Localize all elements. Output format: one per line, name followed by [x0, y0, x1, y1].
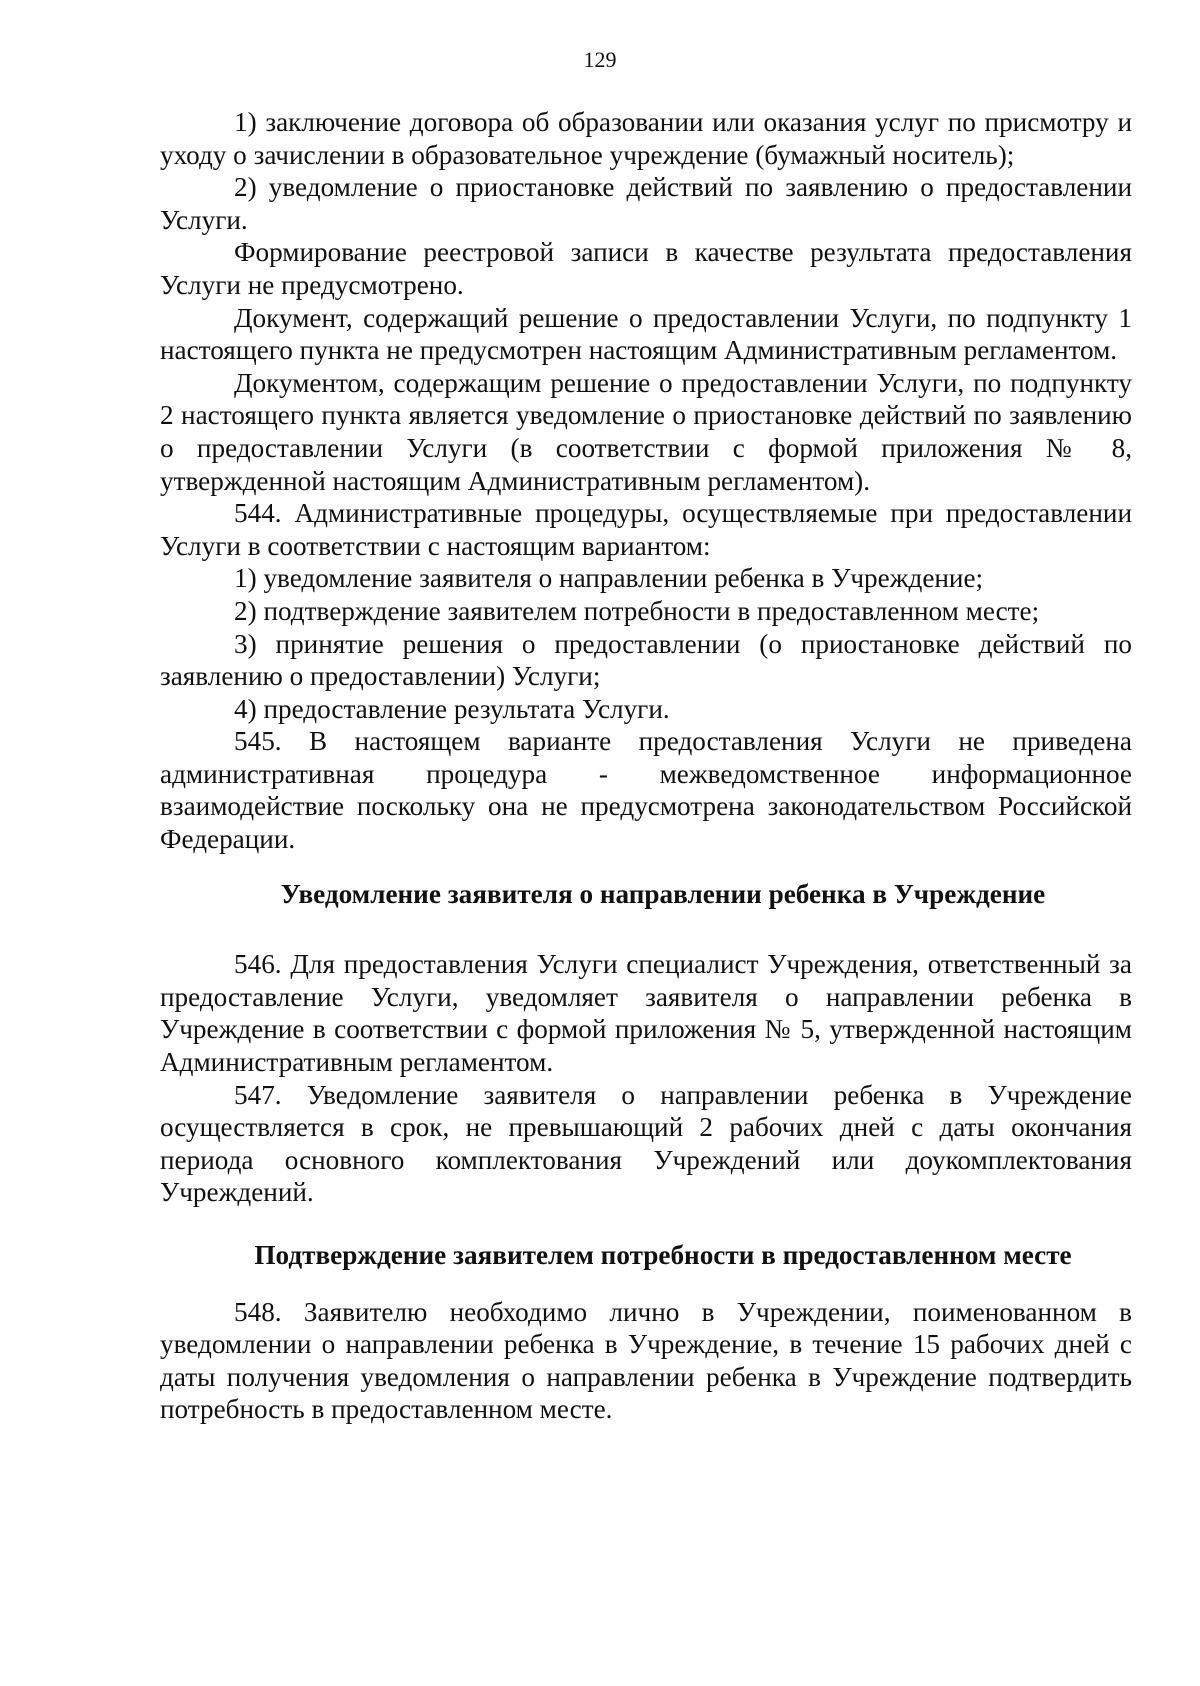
- procedure-item-3: 3) принятие решения о предоставлении (о приостановке действий по заявлению о предоставлении) Услуги;: [160, 628, 1132, 692]
- procedure-item-4: 4) предоставление результата Услуги.: [234, 693, 670, 724]
- paragraph-546: 546. Для предоставления Услуги специалист Учреждения, ответственный за предоставление Услуги, уведомляет заявителя о направлении ребенка в Учреждение в соответствии с формой приложения № 5, утвержденной настоящим Административным регламентом.: [160, 949, 1132, 1078]
- paragraph-item-1: 1) заключение договора об образовании или оказания услуг по присмотру и уходу о зачислении в образовательное учреждение (бумажный носитель);: [160, 107, 1132, 170]
- section-heading-confirmation: Подтверждение заявителем потребности в предоставленном месте: [254, 1240, 1072, 1270]
- section-heading-notification: Уведомление заявителя о направлении ребенка в Учреждение: [280, 878, 1046, 909]
- document-body: [160, 106, 1132, 1426]
- paragraph-item-2: 2) уведомление о приостановке действий по заявлению о предоставлении Услуги.: [160, 172, 1132, 235]
- paragraph-document-subitem-2: Документом, содержащим решение о предоставлении Услуги, по подпункту 2 настоящего пункта является уведомление о приостановке действий по заявлению о предоставлении Услуги (в соответствии с формой приложения № 8, утвержденной настоящим Административным регламентом).: [160, 367, 1132, 496]
- paragraph-547: 547. Уведомление заявителя о направлении ребенка в Учреждение осуществляется в срок, не превышающий 2 рабочих дней с даты окончания периода основного комплектования Учреждений или доукомплектования Учреждений.: [160, 1079, 1132, 1208]
- paragraph-544: 544. Административные процедуры, осуществляемые при предоставлении Услуги в соответствии с настоящим вариантом:: [160, 498, 1132, 561]
- paragraph-result-registry: Формирование реестровой записи в качестве результата предоставления Услуги не предусмотрено.: [160, 237, 1132, 300]
- paragraph-545: 545. В настоящем варианте предоставления Услуги не приведена административная процедура - межведомственное информационное взаимодействие поскольку она не предусмотрена законодательством Российской Федерации.: [160, 726, 1132, 855]
- paragraph-document-subitem-1: Документ, содержащий решение о предоставлении Услуги, по подпункту 1 настоящего пункта не предусмотрен настоящим Административным регламентом.: [160, 302, 1132, 366]
- procedure-item-1: 1) уведомление заявителя о направлении ребенка в Учреждение;: [234, 563, 984, 594]
- procedure-item-2: 2) подтверждение заявителем потребности в предоставленном месте;: [234, 595, 1040, 626]
- page-number: 129: [583, 47, 617, 72]
- paragraph-548: 548. Заявителю необходимо лично в Учреждении, поименованном в уведомлении о направлении ребенка в Учреждение, в течение 15 рабочих дней с даты получения уведомления о направлении ребенка в Учреждение подтвердить потребность в предоставленном месте.: [160, 1296, 1132, 1425]
